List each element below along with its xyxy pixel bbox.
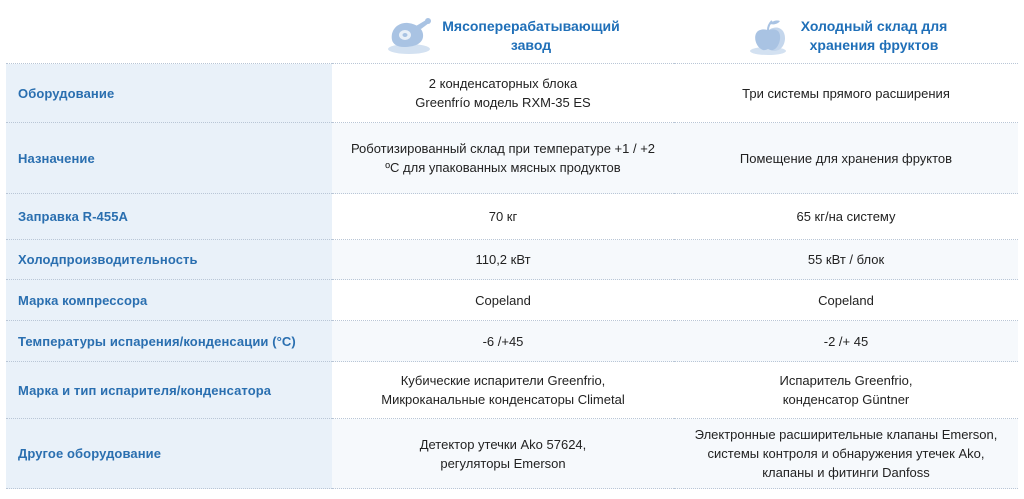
row-label: Назначение [6, 123, 332, 194]
row-value-fruit [674, 280, 1018, 321]
row-label: Марка и тип испарителя/конденсатора [6, 362, 332, 419]
row-value-meat [332, 123, 674, 194]
cell-line: Greenfrío модель RXM-35 ES [415, 95, 591, 110]
row-value-fruit [674, 123, 1018, 194]
header-fruit-storage-line-1: Холодный склад для [800, 17, 948, 34]
row-label: Марка компрессора [6, 280, 332, 321]
row-value-meat [332, 64, 674, 123]
row-value-meat [332, 280, 674, 321]
cell-line: 65 кг/на систему [796, 209, 896, 224]
cell-line: Роботизированный склад при температуре +1 / +2 [350, 141, 656, 156]
row-value-meat [332, 240, 674, 280]
apple-pear-icon [745, 16, 791, 56]
table-row-compressor [6, 280, 1018, 321]
comparison-table-container [6, 0, 1018, 489]
cell-line: -2 /+ 45 [823, 333, 869, 349]
header-meat-plant-line-2: завод [510, 36, 552, 53]
cell-line: 55 кВт / блок [807, 252, 885, 267]
cell-line: Помещение для хранения фруктов [739, 150, 953, 166]
cell-line: ºC для упакованных мясных продуктов [385, 160, 621, 175]
cell-line: конденсатор Güntner [782, 392, 910, 407]
cell-line: -6 /+45 [482, 333, 524, 349]
cell-line: Испаритель Greenfrio, [779, 373, 913, 388]
cell-line: 2 конденсаторных блока [428, 76, 578, 91]
cell-line: Электронные расширительные клапаны Emerson, [694, 427, 998, 442]
row-value-fruit [674, 240, 1018, 280]
table-row-equipment [6, 64, 1018, 123]
row-value-fruit [674, 362, 1018, 419]
cell-line: Детектор утечки Ako 57624, [419, 436, 587, 452]
cell-line: Кубические испарители Greenfrio, [400, 373, 606, 388]
cell-line: регуляторы Emerson [440, 455, 566, 471]
cell-line: Copeland [818, 292, 874, 308]
row-label: Температуры испарения/конденсации (°C) [6, 321, 332, 362]
row-label: Оборудование [6, 64, 332, 123]
header-meat-plant [332, 8, 674, 64]
comparison-table [6, 8, 1018, 489]
row-value-fruit [674, 321, 1018, 362]
table-header-row [6, 8, 1018, 64]
row-value-fruit [674, 194, 1018, 240]
cell-line: 70 кг [488, 209, 518, 224]
table-row-temperatures [6, 321, 1018, 362]
cell-line: Микроканальные конденсаторы Climetal [381, 392, 625, 407]
row-value-meat [332, 419, 674, 489]
header-meat-plant-line-1: Мясоперерабатывающий [442, 17, 620, 34]
table-row-evaporator [6, 362, 1018, 419]
row-value-meat [332, 194, 674, 240]
row-value-fruit [674, 419, 1018, 489]
row-value-meat [332, 362, 674, 419]
row-label: Другое оборудование [6, 419, 332, 489]
table-row-purpose [6, 123, 1018, 194]
header-fruit-storage [674, 8, 1018, 64]
header-fruit-storage-line-2: хранения фруктов [809, 36, 939, 53]
table-row-other-equipment [6, 419, 1018, 489]
cell-line: клапаны и фитинги Danfoss [762, 465, 930, 480]
cell-line: системы контроля и обнаружения утечек Ako, [707, 446, 985, 461]
cell-line: Три системы прямого расширения [742, 85, 950, 101]
row-label: Холодпроизводительность [6, 240, 332, 280]
table-row-capacity [6, 240, 1018, 280]
cell-line: 110,2 кВт [475, 252, 531, 267]
meat-icon [386, 16, 432, 56]
cell-line: Copeland [475, 292, 531, 308]
header-empty-cell [6, 8, 332, 64]
row-value-meat [332, 321, 674, 362]
row-label: Заправка R-455A [6, 194, 332, 240]
row-value-fruit [674, 64, 1018, 123]
table-row-charge [6, 194, 1018, 240]
